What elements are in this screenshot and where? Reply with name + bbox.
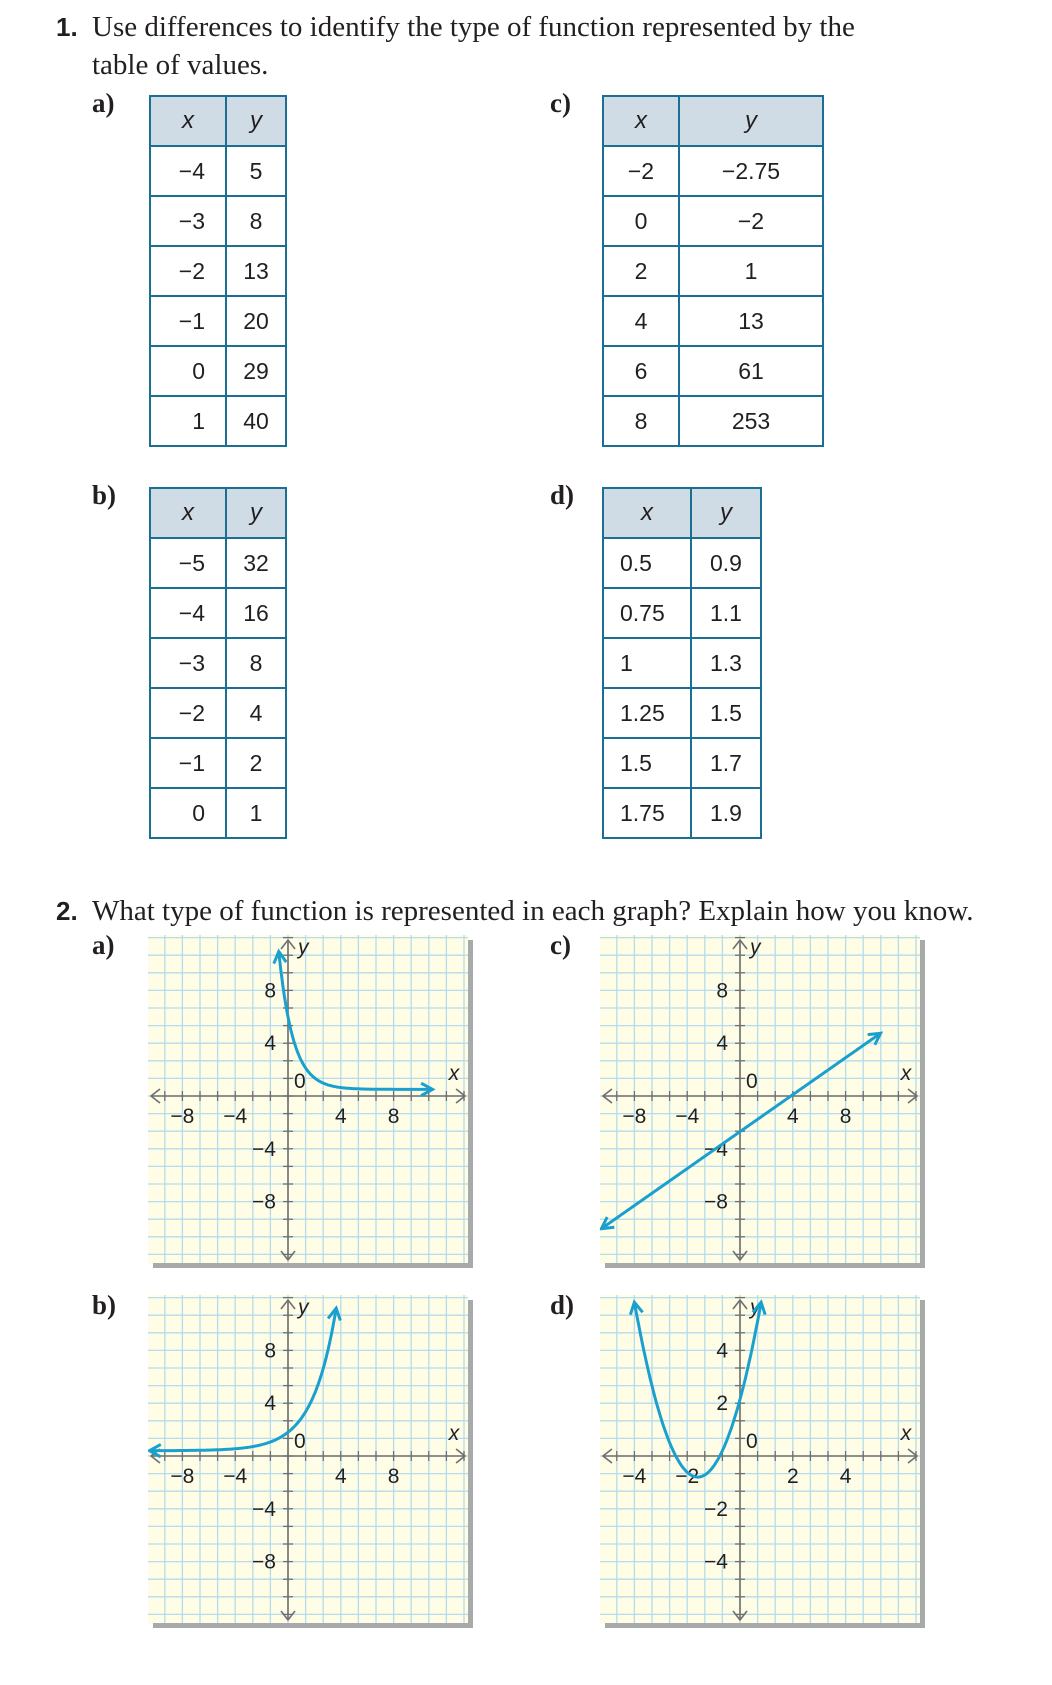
x-tick-label: 4: [334, 1105, 347, 1128]
table-row: [150, 246, 286, 296]
table-cell: 0.5: [603, 538, 691, 588]
table-cell: 0.9: [691, 538, 761, 588]
table-row: [603, 396, 823, 446]
table-cell: 8: [603, 396, 679, 446]
table-cell: 32: [226, 538, 286, 588]
table-row: [150, 146, 286, 196]
x-tick-label: −2: [675, 1465, 700, 1488]
graph-b: [148, 1295, 478, 1630]
y-tick-label: 2: [716, 1392, 728, 1416]
y-tick-label: 8: [264, 979, 276, 1003]
table-cell: 40: [226, 396, 286, 446]
x-axis-label: x: [448, 1062, 460, 1085]
question-1-line-1: Use differences to identify the type of function represented by the: [92, 11, 855, 43]
y-tick-label: 4: [716, 1032, 728, 1056]
table-cell: 2: [226, 738, 286, 788]
table-row: [150, 638, 286, 688]
table-cell: 1: [150, 396, 226, 446]
table-cell: 1.3: [691, 638, 761, 688]
y-tick-label: 4: [264, 1392, 276, 1416]
table-cell: 1.75: [603, 788, 691, 838]
y-tick-label: 4: [716, 1339, 728, 1363]
question-1-text: [92, 8, 1042, 84]
table-cell: −2: [150, 246, 226, 296]
table-b-label: b): [92, 480, 117, 510]
graph-a-paper: [148, 935, 468, 1263]
y-axis-label: y: [750, 1296, 761, 1319]
x-tick-label: 8: [839, 1105, 852, 1128]
table-cell: 8: [226, 196, 286, 246]
x-tick-label: −4: [223, 1465, 248, 1488]
table-row: [603, 588, 761, 638]
table-cell: −2: [603, 146, 679, 196]
table-cell: 0: [150, 346, 226, 396]
table-cell: −5: [150, 538, 226, 588]
question-2-text: What type of function is represented in each graph? Explain how you know.: [92, 895, 974, 927]
table-cell: −3: [150, 638, 226, 688]
table-row: [150, 296, 286, 346]
table-cell: 6: [603, 346, 679, 396]
table-row: [150, 588, 286, 638]
y-tick-label: −4: [252, 1137, 276, 1161]
table-row: [603, 638, 761, 688]
x-tick-label: −8: [170, 1465, 195, 1488]
x-tick-label: −8: [622, 1105, 647, 1128]
table-cell: 20: [226, 296, 286, 346]
graph-b-label: b): [92, 1290, 117, 1320]
question-1-number: 1.: [56, 12, 78, 42]
x-tick-label: 8: [387, 1465, 400, 1488]
table-a-header-y: y: [226, 96, 286, 146]
table-row: [150, 738, 286, 788]
graph-d-label: d): [550, 1290, 575, 1320]
table-row: [603, 346, 823, 396]
y-axis-label: y: [750, 936, 761, 959]
graph-d-paper: [600, 1295, 920, 1623]
x-tick-label: −8: [170, 1105, 195, 1128]
table-cell: 16: [226, 588, 286, 638]
table-a: [149, 95, 287, 447]
graph-a-label: a): [92, 930, 115, 960]
table-d-label: d): [550, 480, 575, 510]
table-cell: 1.25: [603, 688, 691, 738]
graph-c: [600, 935, 930, 1270]
y-tick-label: 8: [264, 1339, 276, 1363]
x-axis-label: x: [448, 1422, 460, 1445]
table-cell: 13: [226, 246, 286, 296]
table-cell: −4: [150, 588, 226, 638]
graph-c-paper: [600, 935, 920, 1263]
x-axis-label: x: [900, 1062, 912, 1085]
table-cell: 1: [603, 638, 691, 688]
table-c: [602, 95, 824, 447]
graph-c-label: c): [550, 930, 571, 960]
table-cell: −2.75: [679, 146, 823, 196]
table-cell: 0: [150, 788, 226, 838]
origin-label: 0: [294, 1430, 306, 1453]
table-cell: −2: [679, 196, 823, 246]
question-1-line-2: table of values.: [92, 49, 269, 81]
table-b-header-x: x: [150, 488, 226, 538]
table-d-header-y: y: [691, 488, 761, 538]
table-cell: 4: [603, 296, 679, 346]
table-cell: 1.5: [691, 688, 761, 738]
table-cell: −1: [150, 296, 226, 346]
table-b: [149, 487, 287, 839]
table-cell: 1.5: [603, 738, 691, 788]
table-c-header-y: y: [679, 96, 823, 146]
x-tick-label: 4: [334, 1465, 347, 1488]
table-a-header-x: x: [150, 96, 226, 146]
table-cell: 5: [226, 146, 286, 196]
x-tick-label: −4: [223, 1105, 248, 1128]
table-cell: −1: [150, 738, 226, 788]
table-row: [603, 296, 823, 346]
table-cell: 8: [226, 638, 286, 688]
y-axis-label: y: [298, 1296, 309, 1319]
table-d-header-x: x: [603, 488, 691, 538]
table-row: [150, 396, 286, 446]
x-tick-label: −4: [675, 1105, 700, 1128]
graph-d: [600, 1295, 930, 1630]
table-cell: 0: [603, 196, 679, 246]
table-cell: 13: [679, 296, 823, 346]
table-row: [603, 196, 823, 246]
origin-label: 0: [746, 1070, 758, 1093]
y-axis-label: y: [298, 936, 309, 959]
y-tick-label: −8: [252, 1190, 276, 1214]
y-tick-label: −4: [704, 1137, 728, 1161]
table-row: [150, 196, 286, 246]
table-row: [603, 246, 823, 296]
y-tick-label: −2: [704, 1497, 728, 1521]
table-row: [150, 538, 286, 588]
x-tick-label: −4: [622, 1465, 647, 1488]
table-b-header-y: y: [226, 488, 286, 538]
x-tick-label: 2: [786, 1465, 799, 1488]
table-cell: −3: [150, 196, 226, 246]
table-row: [150, 346, 286, 396]
question-2-number: 2.: [56, 896, 78, 926]
table-row: [603, 738, 761, 788]
table-cell: 4: [226, 688, 286, 738]
table-row: [603, 688, 761, 738]
table-row: [603, 146, 823, 196]
table-cell: 61: [679, 346, 823, 396]
y-tick-label: −4: [252, 1497, 276, 1521]
graph-b-paper: [148, 1295, 468, 1623]
table-cell: 1.9: [691, 788, 761, 838]
table-d: [602, 487, 762, 839]
table-cell: 29: [226, 346, 286, 396]
table-cell: 0.75: [603, 588, 691, 638]
table-row: [603, 538, 761, 588]
y-tick-label: 8: [716, 979, 728, 1003]
table-row: [150, 688, 286, 738]
table-cell: 2: [603, 246, 679, 296]
x-axis-label: x: [900, 1422, 912, 1445]
table-c-header-x: x: [603, 96, 679, 146]
table-cell: 1: [226, 788, 286, 838]
x-tick-label: 4: [786, 1105, 799, 1128]
table-row: [150, 788, 286, 838]
table-c-label: c): [550, 88, 571, 118]
table-cell: 1.7: [691, 738, 761, 788]
table-cell: 1.1: [691, 588, 761, 638]
x-tick-label: 4: [839, 1465, 852, 1488]
table-cell: 253: [679, 396, 823, 446]
table-cell: 1: [679, 246, 823, 296]
table-cell: −4: [150, 146, 226, 196]
y-tick-label: −8: [252, 1550, 276, 1574]
origin-label: 0: [746, 1430, 758, 1453]
y-tick-label: 4: [264, 1032, 276, 1056]
y-tick-label: −4: [704, 1550, 728, 1574]
origin-label: 0: [294, 1070, 306, 1093]
table-cell: −2: [150, 688, 226, 738]
table-row: [603, 788, 761, 838]
graph-a: [148, 935, 478, 1270]
x-tick-label: 8: [387, 1105, 400, 1128]
y-tick-label: −8: [704, 1190, 728, 1214]
table-a-label: a): [92, 88, 115, 118]
